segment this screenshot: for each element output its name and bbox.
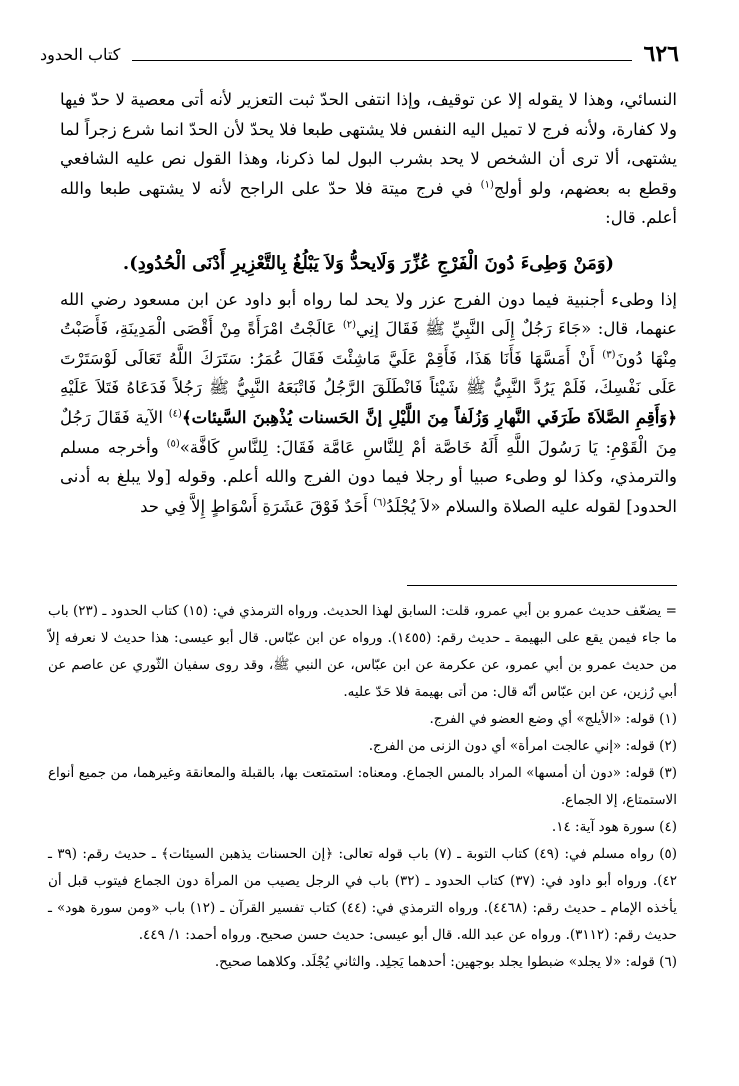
footnote-3: (٣) قوله: «دون أن أمسها» المراد بالمس الجماع. ومعناه: استمتعت بها، بالقبلة والمعانقة وغيرهما، من جميع أنواع الاستمتاع، إلا الجماع. (48, 765, 677, 808)
main-text (60, 85, 677, 521)
footnote-2: (٢) قوله: «إني عالجت امرأة» أي دون الزنى من الفرج. (368, 738, 677, 754)
footnote-6: (٦) قوله: «لا يجلد» ضبطوا يجلد بوجهين: أحدهما يَجلِد. والثاني يُجْلَد. وكلاهما صحيح. (214, 954, 677, 970)
footnote-5: (٥) رواه مسلم في: (٤٩) كتاب التوبة ـ (٧) باب قوله تعالى: ﴿إن الحسنات يذهبن السيئات﴾ ـ حديث رقم: (٣٩ ـ ٤٢). ورواه أبو داود في: (٣٧) كتاب الحدود ـ (٣٢) باب في الرجل يصيب من المرأة دون الجماع فيتوب قبل أن يأخذه الإمام ـ حديث رقم: (٤٤٦٨). ورواه الترمذي في: (٤٤) كتاب تفسير القرآن ـ (١٢) باب «ومن سورة هود» ـ حديث رقم: (٣١١٢). ورواه عن عبد الله. قال أبو عيسى: حديث حسن صحيح. ورواه أحمد: ١/ ٤٤٩. (48, 846, 678, 943)
paragraph-2-e: وأخرجه مسلم والترمذي، وكذا لو وطىء صبيا أو رجلا فيما دون الفرج والله أعلم. وقوله [ولا يبلغ به أدنى الحدود] لقوله عليه الصلاة والسلام «لاَ يُجْلَدُ (60, 437, 677, 516)
paragraph-1 (60, 85, 677, 233)
paragraph-1-text: النسائي، وهذا لا يقوله إلا عن توقيف، وإذا انتفى الحدّ ثبت التعزير لأنه أتى معصية لا حدّ فيها ولا كفارة، ولأنه فرج لا تميل اليه النفس فلا يشتهى طبعا فلا يحدّ لأن الحدّ انما شرع زجراً لما يشتهى، ألا ترى أن الشخص لا يحد بشرب البول لما ذكرنا، وهذا القول نص عليه الشافعي وقطع به بعضهم، ولو أولج (60, 90, 677, 198)
paragraph-2-d: الآية فَقَالَ رَجُلٌ مِنَ الْقَوْمِ: يَا رَسُولَ اللَّهِ أَلَهُ خَاصَّة أمْ لِلنَّاسِ عَامَّة فَقَالَ: لِلنَّاسِ كَافَّة» (60, 407, 677, 457)
paragraph-2-b: عَالَجْتُ امْرَأَةً مِنْ أَقْصَى الْمَدِينَةِ، فَأَصَبْتُ مِنْهَا دُونَ (60, 319, 677, 368)
footnote-separator (407, 585, 677, 586)
footnote-ref-2: (٢) (342, 319, 357, 331)
footnote-ref-1: (١) (480, 179, 494, 191)
page-header (40, 38, 679, 70)
footnote-ref-6: (٦) (373, 497, 387, 509)
quran-verse: ﴿وَأَقِمِ الصَّلاَةَ طَرَفَي النَّهارِ وَزُلَفاً مِنَ اللَّيْلِ إنَّ الحَسنات يُذْهِبنَ السَّيئات﴾ (181, 407, 677, 427)
running-title: كتاب الحدود (40, 44, 121, 64)
footnote-ref-3: (٣) (602, 349, 616, 361)
matn-text: (وَمَنْ وَطِىءَ دُونَ الْفَرْجِ عُزِّرَ وَلَايحدُّ وَلاَ يَبْلُغُ بِالتَّعْزِيرِ أَدْنَى الْحُدُودِ). (122, 252, 615, 274)
paragraph-2-f: أَحَدٌ فَوْقَ عَشَرَةِ أَسْوَاطٍ إِلاَّ فِي حد (140, 496, 374, 516)
page-number: ٦٢٦ (643, 41, 679, 67)
paragraph-2-a: إذا وطىء أجنبية فيما دون الفرج عزر ولا يحد لما رواه أبو داود عن ابن مسعود رضي الله عنهما، قال: «جَاءَ رَجُلٌ إِلَى النَّبِيِّ ﷺ فَقَالَ إنِي (60, 289, 677, 339)
paragraph-2 (60, 285, 677, 522)
footnote-continuation: = يضعّف حديث عمرو بن أبي عمرو، قلت: السابق لهذا الحديث. ورواه الترمذي في: (١٥) كتاب الحدود ـ (٢٣) باب ما جاء فيمن يقع على البهيمة ـ حديث رقم: (١٤٥٥). ورواه عن ابن عبّاس. قال أبو عيسى: هذا حديث لا نعرفه إلاّ من حديث عمرو بن أبي عمرو، عن عكرمة عن ابن عبّاس، عن النبي ﷺ، وقد روى سفيان الثّوري عن عاصم عن أبي رُزين، عن ابن عبّاس أنّه قال: من أتى بهيمة فلا حَدّ عليه. (48, 603, 677, 700)
paragraph-2-c: أَنْ أَمَسَّهَا فَأَنَا هَذَا، فَأَقِمْ عَلَيَّ مَاشِئْتَ فَقَالَ عُمَرُ: سَتَرَكَ اللَّهُ تَعَالَى لَوْسَتَرْتَ عَلَى نَفْسِكَ، فَلَمْ يَرُدَّ النَّبِيُّ ﷺ شَيْئاً فَانْطَلَقَ الرَّجُلُ فَاتْبَعَهُ النَّبِيُّ ﷺ رَجُلاً فَدَعَاهُ فَتَلاَ عَلَيْهِ (60, 348, 677, 398)
footnotes (48, 598, 677, 976)
footnote-ref-5: (٥) (166, 438, 180, 450)
footnote-1: (١) قوله: «الأيلج» أي وضع العضو في الفرج. (429, 711, 677, 727)
paragraph-1-end: في فرج ميتة فلا حدّ على الراجح لأنه لا يشتهى طبعا والله أعلم. قال: (60, 178, 677, 228)
footnote-4: (٤) سورة هود آية: ١٤. (551, 819, 677, 835)
footnote-ref-4: (٤) (168, 408, 182, 420)
header-rule (132, 48, 631, 61)
